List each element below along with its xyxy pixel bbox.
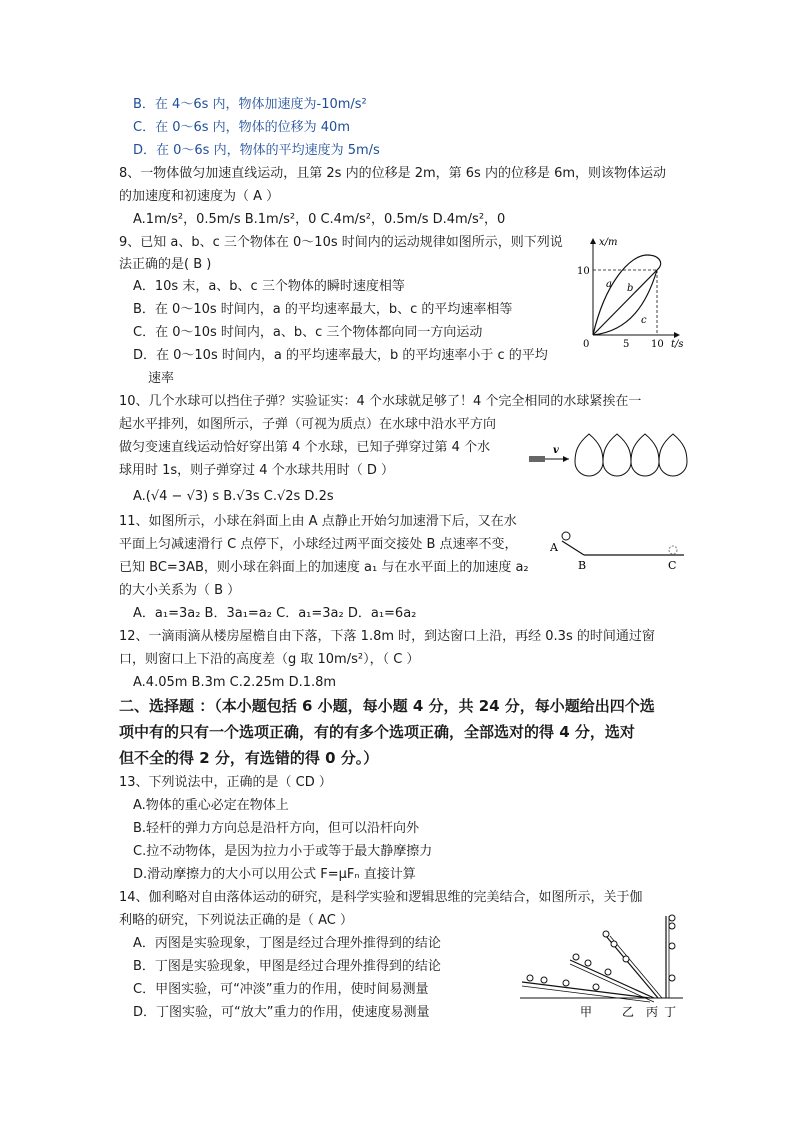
section2-heading-line3: 但不全的得 2 分，有选错的得 0 分。）: [119, 749, 379, 767]
label-ding: 丁: [664, 1005, 677, 1019]
label-bing: 丙: [646, 1005, 659, 1019]
q10-stem-line1: 10、几个水球可以挡住子弹？实验证实：4 个水球就足够了！4 个完全相同的水球紧挨在一: [119, 394, 642, 409]
tick-x-10: 10: [651, 339, 664, 350]
q14-stem-line2: 利略的研究，下列说法正确的是（ AC ）: [119, 913, 354, 928]
q13-stem: 13、下列说法中，正确的是（ CD ）: [119, 775, 332, 790]
label-jia: 甲: [580, 1005, 593, 1019]
q9-option-c: C．在 0～10s 时间内，a、b、c 三个物体都向同一方向运动: [133, 325, 483, 340]
q11-incline-figure: [544, 527, 694, 575]
incline: [562, 541, 584, 555]
q8-stem-line1: 8、一物体做匀加速直线运动，且第 2s 内的位移是 2m，第 6s 内的位移是 6m，则该物体运动: [119, 166, 667, 181]
ball-at-a: [562, 532, 570, 540]
q9-xt-graph: [575, 233, 685, 351]
q8-stem-line2: 的加速度和初速度为（ A ）: [119, 189, 280, 204]
q10-options: A.(√4 − √3) s B.√3s C.√2s D.2s: [133, 489, 334, 504]
q7-option-b: B．在 4～6s 内，物体加速度为-10m/s²: [133, 97, 367, 112]
y-axis-label: x/m: [599, 237, 618, 248]
q12-options: A.4.05m B.3m C.2.25m D.1.8m: [133, 675, 337, 690]
q11-stem-line1: 11、如图所示，小球在斜面上由 A 点静止开始匀加速滑下后，又在水: [119, 514, 517, 529]
section2-heading-line1: 二、选择题 ：（本小题包括 6 小题，每小题 4 分，共 24 分，每小题给出四个选: [119, 697, 655, 715]
q11-stem-line3: 已知 BC=3AB，则小球在斜面上的加速度 a₁ 与在水平面上的加速度 a₂: [119, 560, 529, 575]
q10-water-balls-figure: [527, 430, 697, 482]
q7-option-c: C．在 0～6s 内，物体的位移为 40m: [133, 120, 350, 135]
q9-stem-line2: 法正确的是( B ): [119, 257, 212, 272]
point-c-label: C: [668, 559, 677, 572]
q9-option-d-cont: 速率: [148, 371, 175, 386]
q12-stem-line1: 12、一滴雨滴从楼房屋檐自由下落，下落 1.8m 时，到达窗口上沿，再经 0.3s 的时间通过窗: [119, 629, 655, 644]
label-a: a: [606, 279, 612, 290]
water-ball-4: [659, 434, 687, 476]
q13-option-d: D.滑动摩擦力的大小可以用公式 F=μFₙ 直接计算: [133, 867, 416, 882]
section2-heading-line2: 项中有的只有一个选项正确，有的有多个选项正确，全部选对的得 4 分，选对: [119, 723, 635, 741]
q13-option-a: A.物体的重心必定在物体上: [133, 798, 289, 813]
q9-option-a: A．10s 末，a、b、c 三个物体的瞬时速度相等: [133, 279, 405, 294]
q14-galileo-figure: [518, 912, 688, 1020]
q11-options: A．a₁=3a₂ B．3a₁=a₂ C．a₁=3a₂ D．a₁=6a₂: [133, 606, 417, 621]
q10-stem-line2: 起水平排列，如图所示，子弹（可视为质点）在水球中沿水平方向: [119, 417, 497, 432]
q7-option-d: D．在 0～6s 内，物体的平均速度为 5m/s: [133, 143, 380, 158]
q9-option-d: D．在 0～10s 时间内，a 的平均速率最大，b 的平均速率小于 c 的平均: [133, 348, 548, 363]
q13-option-b: B.轻杆的弹力方向总是沿杆方向，但可以沿杆向外: [133, 821, 420, 836]
q14-option-a: A．丙图是实验现象，丁图是经过合理外推得到的结论: [133, 936, 441, 951]
q14-option-d: D．丁图实验，可“放大”重力的作用，使速度易测量: [133, 1005, 430, 1020]
q14-option-b: B．丁图是实验现象，甲图是经过合理外推得到的结论: [133, 959, 441, 974]
q10-stem-line3: 做匀变速直线运动恰好穿出第 4 个水球，已知子弹穿过第 4 个水: [119, 440, 491, 455]
water-ball-3: [631, 434, 659, 476]
label-yi: 乙: [622, 1005, 635, 1019]
q9-option-b: B．在 0～10s 时间内，a 的平均速率最大，b、c 的平均速率相等: [133, 302, 513, 317]
q14-option-c: C．甲图实验，可“冲淡”重力的作用，使时间易测量: [133, 982, 429, 997]
ball-at-c: [669, 546, 677, 554]
q11-stem-line2: 平面上匀减速滑行 C 点停下，小球经过两平面交接处 B 点速率不变，: [119, 537, 518, 552]
q14-stem-line1: 14、伽利略对自由落体运动的研究，是科学实验和逻辑思维的完美结合，如图所示，关于伽: [119, 890, 643, 905]
curve-a: [593, 255, 661, 335]
q13-option-c: C.拉不动物体，是因为拉力小于或等于最大静摩擦力: [133, 844, 433, 859]
tick-y-10: 10: [577, 266, 590, 277]
label-c: c: [641, 315, 647, 326]
velocity-label: v: [553, 445, 559, 456]
water-ball-1: [575, 434, 603, 476]
point-b-label: B: [578, 559, 587, 572]
incline-jia: [522, 982, 650, 998]
q10-stem-line4: 球用时 1s，则子弹穿过 4 个水球共用时（ D ）: [119, 463, 394, 478]
origin-label: 0: [583, 339, 590, 350]
x-axis-label: t/s: [671, 339, 684, 350]
bullet-icon: [529, 456, 545, 462]
water-ball-2: [603, 434, 631, 476]
q8-options: A.1m/s²，0.5m/s B.1m/s²，0 C.4m/s²，0.5m/s D.4m/s²，0: [133, 212, 506, 227]
label-b: b: [627, 283, 634, 294]
q11-stem-line4: 的大小关系为（ B ）: [119, 583, 241, 598]
point-a-label: A: [550, 541, 558, 554]
q12-stem-line2: 口，则窗口上下沿的高度差（g 取 10m/s²），（ C ）: [119, 652, 420, 667]
tick-x-5: 5: [623, 339, 630, 350]
q9-stem-line1: 9、已知 a、b、c 三个物体在 0～10s 时间内的运动规律如图所示，则下列说: [119, 235, 563, 250]
